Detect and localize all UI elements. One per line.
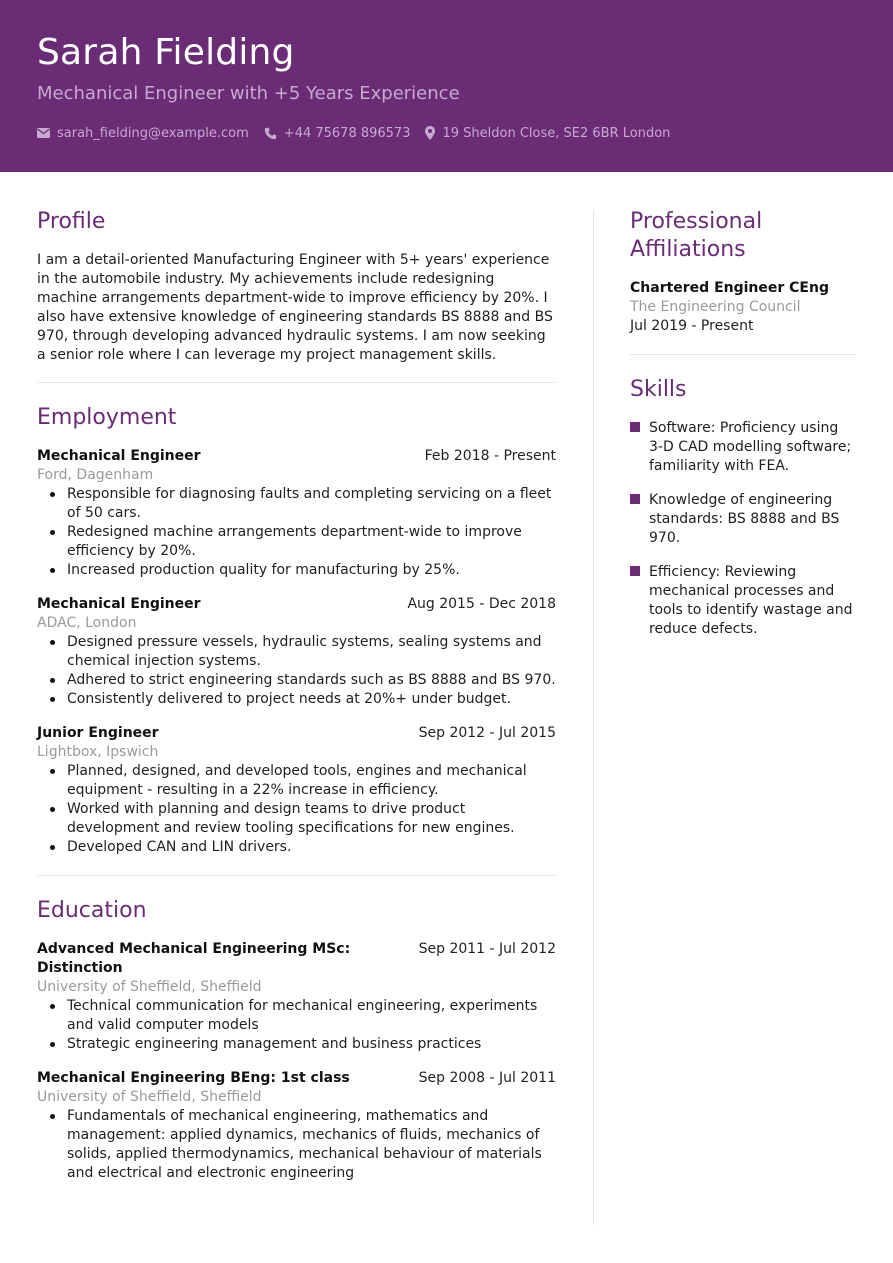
skill-text: Software: Proficiency using 3-D CAD modelling software; familiarity with FEA. xyxy=(649,420,852,474)
employment-heading: Employment xyxy=(37,405,177,430)
degree-title: Mechanical Engineering BEng: 1st class xyxy=(37,1070,350,1086)
degree-date: Sep 2008 - Jul 2011 xyxy=(418,1070,556,1086)
location-pin-icon xyxy=(425,126,435,140)
list-item: Fundamentals of mechanical engineering, mathematics and management: applied dynamics, mechanics of fluids, mechanics of solids, applied thermodynamics, mechanical behaviour of materials and electrical and electronic engineering xyxy=(37,1107,556,1183)
list-item: Designed pressure vessels, hydraulic systems, sealing systems and chemical injection systems. xyxy=(37,633,556,671)
affiliations-heading: Professional Affiliations xyxy=(630,209,763,262)
skill-item xyxy=(630,491,856,548)
job-company: ADAC, London xyxy=(37,615,137,631)
employment-section xyxy=(37,404,556,857)
degree-institution: University of Sheffield, Sheffield xyxy=(37,979,262,995)
skill-text: Knowledge of engineering standards: BS 8888 and BS 970. xyxy=(649,492,840,546)
contact-bar xyxy=(37,124,685,142)
job-date: Aug 2015 - Dec 2018 xyxy=(407,596,556,612)
square-bullet-icon xyxy=(630,422,640,432)
degree-institution: University of Sheffield, Sheffield xyxy=(37,1089,262,1105)
skill-item xyxy=(630,563,856,639)
job-role: Junior Engineer xyxy=(37,725,159,741)
education-heading: Education xyxy=(37,898,147,923)
education-entry xyxy=(37,1069,556,1183)
degree-bullets xyxy=(37,1107,556,1183)
degree-title: Advanced Mechanical Engineering MSc: Distinction xyxy=(37,941,351,976)
list-item: Strategic engineering management and business practices xyxy=(37,1035,556,1054)
affiliations-section xyxy=(630,208,856,336)
job-bullets xyxy=(37,633,556,709)
job-bullets xyxy=(37,762,556,857)
candidate-title: Mechanical Engineer with +5 Years Experience xyxy=(37,83,460,104)
affiliation-entry xyxy=(630,279,856,336)
main-column xyxy=(37,208,556,1183)
profile-heading: Profile xyxy=(37,209,106,234)
skills-heading: Skills xyxy=(630,377,687,402)
profile-text: I am a detail-oriented Manufacturing Engineer with 5+ years' experience in the automobile industry. My achievements include redesigning machine arrangements department-wide to improve efficiency by 20%. I also have extensive knowledge of engineering standards BS 8888 and BS 970, through developing advanced hydraulic systems. I am now seeking a senior role where I can leverage my project management skills. xyxy=(37,252,553,363)
job-role: Mechanical Engineer xyxy=(37,596,201,612)
skill-item xyxy=(630,419,856,476)
list-item: Developed CAN and LIN drivers. xyxy=(37,838,556,857)
list-item: Redesigned machine arrangements department-wide to improve efficiency by 20%. xyxy=(37,523,556,561)
degree-bullets xyxy=(37,997,556,1054)
job-company: Lightbox, Ipswich xyxy=(37,744,159,760)
phone-text: +44 75678 896573 xyxy=(283,125,411,141)
job-entry xyxy=(37,724,556,857)
phone-icon xyxy=(264,127,277,140)
job-bullets xyxy=(37,485,556,580)
email-text: sarah_fielding@example.com xyxy=(57,125,249,141)
job-company: Ford, Dagenham xyxy=(37,467,154,483)
job-entry xyxy=(37,447,556,580)
job-date: Feb 2018 - Present xyxy=(424,448,556,464)
side-column xyxy=(630,208,856,654)
candidate-name: Sarah Fielding xyxy=(37,32,295,73)
skills-list xyxy=(630,419,856,639)
skills-section xyxy=(630,376,856,639)
square-bullet-icon xyxy=(630,494,640,504)
section-divider xyxy=(37,382,556,383)
list-item: Responsible for diagnosing faults and completing servicing on a fleet of 50 cars. xyxy=(37,485,556,523)
square-bullet-icon xyxy=(630,566,640,576)
profile-section xyxy=(37,208,556,365)
list-item: Adhered to strict engineering standards such as BS 8888 and BS 970. xyxy=(37,671,556,690)
contact-address xyxy=(425,126,670,141)
resume-header xyxy=(0,0,893,172)
section-divider xyxy=(37,875,556,876)
education-section xyxy=(37,897,556,1183)
list-item: Consistently delivered to project needs at 20%+ under budget. xyxy=(37,690,556,709)
job-role: Mechanical Engineer xyxy=(37,448,201,464)
address-text: 19 Sheldon Close, SE2 6BR London xyxy=(442,125,671,141)
contact-email[interactable] xyxy=(37,126,249,141)
skill-text: Efficiency: Reviewing mechanical processes and tools to identify wastage and reduce defects. xyxy=(649,564,853,637)
contact-phone[interactable] xyxy=(264,126,411,141)
affiliation-date: Jul 2019 - Present xyxy=(630,318,754,334)
envelope-icon xyxy=(37,128,50,138)
affiliation-org: The Engineering Council xyxy=(630,299,801,315)
section-divider xyxy=(630,354,856,355)
education-entry xyxy=(37,940,556,1054)
affiliation-name: Chartered Engineer CEng xyxy=(630,280,829,296)
list-item: Increased production quality for manufacturing by 25%. xyxy=(37,561,556,580)
list-item: Worked with planning and design teams to drive product development and review tooling specifications for new engines. xyxy=(37,800,556,838)
column-divider xyxy=(593,210,594,1225)
job-date: Sep 2012 - Jul 2015 xyxy=(418,725,556,741)
degree-date: Sep 2011 - Jul 2012 xyxy=(418,941,556,957)
job-entry xyxy=(37,595,556,709)
list-item: Technical communication for mechanical engineering, experiments and valid computer models xyxy=(37,997,556,1035)
list-item: Planned, designed, and developed tools, engines and mechanical equipment - resulting in a 22% increase in efficiency. xyxy=(37,762,556,800)
